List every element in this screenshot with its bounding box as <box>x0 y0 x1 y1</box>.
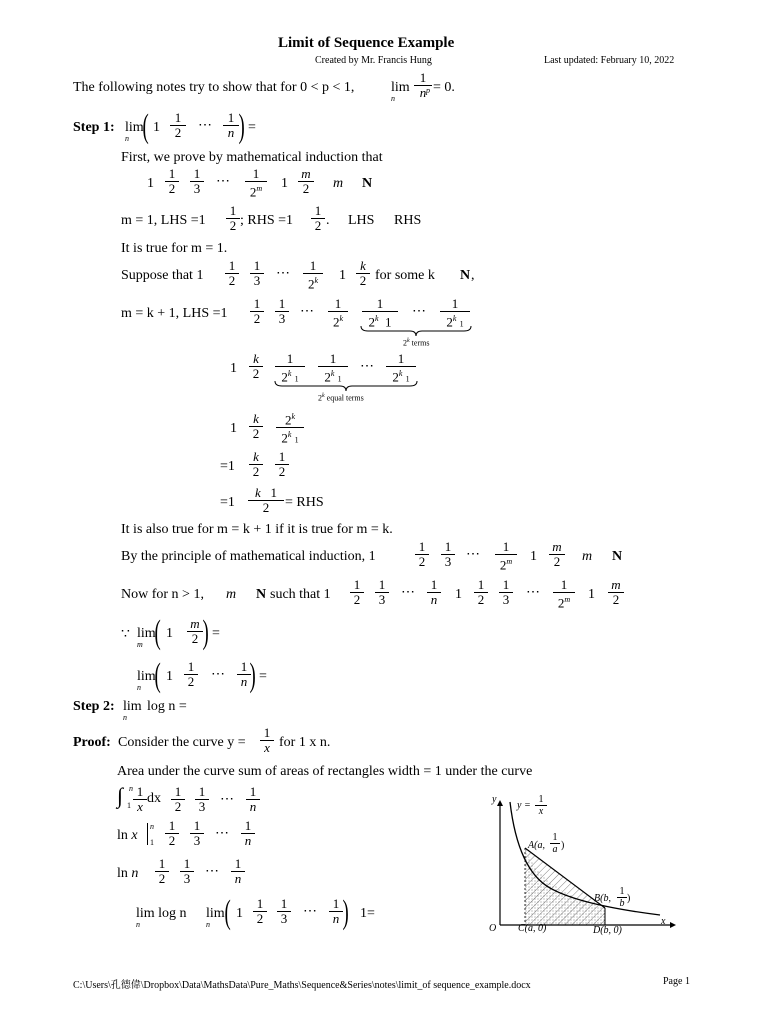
step1-lim: lim <box>125 120 144 135</box>
l2-dots: ⋯ <box>360 359 374 374</box>
final-f3: $\frac{1}{n}$ <box>329 897 343 926</box>
base-rhs: RHS <box>394 213 422 228</box>
integral-sign: ∫ <box>117 783 124 808</box>
int-dx: dx <box>147 791 161 806</box>
k1-f3: $\frac{1}{2^k}$ <box>328 297 348 329</box>
l4-f1: $\frac{k}{2}$ <box>249 450 263 479</box>
now-f3: $\frac{1}{n}$ <box>427 578 441 607</box>
l5-frac: $\frac{k 1}{2}$ <box>248 486 284 515</box>
point-b-frac: $\frac{1}{b}$ <box>617 886 627 909</box>
pr-f2: $\frac{1}{3}$ <box>441 540 455 569</box>
point-a-frac: $\frac{1}{a}$ <box>550 832 560 855</box>
paren-close: ) <box>238 108 245 145</box>
k1-f4: $\frac{1}{2^k 1}$ <box>362 297 398 329</box>
step1-dots: ⋯ <box>198 118 212 133</box>
intro-text: The following notes try to show that for 0 < p < 1, <box>73 80 355 95</box>
now-g4: $\frac{m}{2}$ <box>608 578 624 607</box>
int-dots: ⋯ <box>220 792 234 807</box>
because-lim: lim <box>137 626 156 641</box>
step1-lim-sub: n <box>125 134 129 143</box>
final-paren-close: ) <box>342 894 349 931</box>
k1-brace-label: 2$^k$ terms <box>403 338 430 348</box>
final-f2: $\frac{1}{3}$ <box>277 897 291 926</box>
step1-half: $\frac{1}{2}$ <box>170 111 186 140</box>
final-lim2: lim <box>206 906 225 921</box>
suppose-tail: for some k <box>375 268 435 283</box>
eval-bar <box>147 823 148 845</box>
l2-f2: $\frac{1}{2^k 1}$ <box>275 352 305 386</box>
lnn-f3: $\frac{1}{n}$ <box>231 857 245 886</box>
now-m: m <box>226 587 237 602</box>
pr-f3: $\frac{1}{2^m}$ <box>495 540 517 572</box>
lnx-f1: $\frac{1}{2}$ <box>165 819 179 848</box>
pr-f1: $\frac{1}{2}$ <box>415 540 429 569</box>
last-updated: Last updated: February 10, 2022 <box>544 55 675 66</box>
l3-one: 1 <box>230 421 237 436</box>
claim-dots: ⋯ <box>216 174 230 189</box>
k1-f2: $\frac{1}{3}$ <box>275 297 289 326</box>
claim-one: 1 <box>147 176 154 191</box>
base-mid: ; RHS =1 <box>240 213 294 228</box>
suppose-f1: $\frac{1}{2}$ <box>225 259 239 288</box>
conclude-f1: $\frac{1}{2}$ <box>184 660 198 689</box>
base-true: It is true for m = 1. <box>121 241 228 256</box>
step1-eq: = <box>248 120 256 135</box>
claim-set: N <box>362 176 373 191</box>
suppose-f3: $\frac{1}{2^k}$ <box>303 259 323 291</box>
area-text: Area under the curve sum of areas of rectangles width = 1 under the curve <box>117 764 533 779</box>
int-upper: n <box>129 784 133 793</box>
paren-open: ( <box>142 108 149 145</box>
suppose-one: 1 <box>339 268 346 283</box>
point-a-close: ) <box>561 840 565 851</box>
suppose-dots: ⋯ <box>276 266 290 281</box>
step2-expr: log n = <box>147 699 187 714</box>
l5-prefix: =1 <box>220 495 235 510</box>
now-g3: $\frac{1}{2^m}$ <box>553 578 575 610</box>
k1-f1: $\frac{1}{2}$ <box>250 297 264 326</box>
conclude-f2: $\frac{1}{n}$ <box>237 660 251 689</box>
because-sym: ∵ <box>121 627 130 642</box>
conclude-paren-close: ) <box>249 657 256 694</box>
now-f2: $\frac{1}{3}$ <box>375 578 389 607</box>
graph-x-label: x <box>661 916 666 927</box>
conclude-sub: n <box>137 683 141 692</box>
intro-lim-sub: n <box>391 94 395 103</box>
l2-brace-label: 2$^k$ equal terms <box>318 393 364 403</box>
intro-exp: p <box>426 86 430 95</box>
point-b-label: B(b, <box>594 893 611 904</box>
suppose-f2: $\frac{1}{3}$ <box>250 259 264 288</box>
suppose-comma: , <box>471 268 475 283</box>
int-lower: 1 <box>127 801 131 810</box>
step1-label: Step 1: <box>73 120 115 135</box>
now-such: such that 1 <box>270 587 331 602</box>
base-f: $\frac{1}{2}$ <box>226 204 240 233</box>
now-g1: $\frac{1}{2}$ <box>474 578 488 607</box>
principle-prefix: By the principle of mathematical induction, 1 <box>121 549 376 564</box>
proof-curve: $\frac{1}{x}$ <box>260 726 274 755</box>
intro-frac: $\frac{1}{n}$ <box>414 71 432 100</box>
final-one: 1 <box>236 906 243 921</box>
lnn-f1: $\frac{1}{2}$ <box>155 857 169 886</box>
document-title: Limit of Sequence Example <box>278 35 455 51</box>
footer-path: C:\Users\孔德偉\Dropbox\Data\MathsData\Pure_Maths\Sequence&Series\notes\limit_of sequence_example.docx <box>73 980 531 991</box>
lnx-upper: n <box>150 822 154 831</box>
lnx: ln x <box>117 828 138 843</box>
pr-one: 1 <box>530 549 537 564</box>
step1-last: $\frac{1}{n}$ <box>223 111 239 140</box>
proof-text: Consider the curve y = <box>118 735 246 750</box>
k1-f5: $\frac{1}{2^k 1}$ <box>440 297 470 331</box>
l3-f2: $\frac{2^k}{2^k 1}$ <box>276 410 304 448</box>
because-paren-close: ) <box>202 614 209 651</box>
final-dots: ⋯ <box>303 904 317 919</box>
pr-m: m <box>582 549 593 564</box>
k1-underbrace <box>360 325 472 337</box>
l2-underbrace <box>274 380 418 392</box>
l4-prefix: =1 <box>220 459 235 474</box>
int-f: $\frac{1}{x}$ <box>133 785 147 814</box>
induction-intro: First, we prove by mathematical induction that <box>121 150 383 165</box>
intro-lim: lim <box>391 80 410 95</box>
l2-f4: $\frac{1}{2^k 1}$ <box>386 352 416 386</box>
intro-result: = 0. <box>433 80 455 95</box>
final-f1: $\frac{1}{2}$ <box>253 897 267 926</box>
now-set: N <box>256 587 267 602</box>
final-lim: lim log n <box>136 906 187 921</box>
because-eq: = <box>212 626 220 641</box>
k1-dots: ⋯ <box>300 304 314 319</box>
conclude-paren-open: ( <box>154 657 161 694</box>
now-prefix: Now for n > 1, <box>121 587 204 602</box>
step2-lim: lim <box>123 699 142 714</box>
step1-one: 1 <box>153 120 160 135</box>
final-paren-open: ( <box>224 894 231 931</box>
suppose-set: N <box>460 268 471 283</box>
graph-curve-label: y = <box>517 800 531 811</box>
l5-tail: = RHS <box>285 495 324 510</box>
step2-sub: n <box>123 713 127 722</box>
suppose-f4: $\frac{k}{2}$ <box>356 259 370 288</box>
final-sub2: n <box>206 920 210 929</box>
now-dots: ⋯ <box>401 585 415 600</box>
lnn-f2: $\frac{1}{3}$ <box>180 857 194 886</box>
now-one: 1 <box>455 587 462 602</box>
int-f3: $\frac{1}{n}$ <box>246 785 260 814</box>
proof-tail: for 1 x n. <box>279 735 331 750</box>
base-prefix: m = 1, LHS =1 <box>121 213 206 228</box>
claim-f3: $\frac{1}{2^m}$ <box>245 167 267 199</box>
lnn: ln n <box>117 866 139 881</box>
l2-f1: $\frac{k}{2}$ <box>249 352 263 381</box>
lnx-lower: 1 <box>150 838 154 847</box>
lnx-f2: $\frac{1}{3}$ <box>190 819 204 848</box>
because-paren-open: ( <box>154 614 161 651</box>
k1-prefix: m = k + 1, LHS =1 <box>121 306 228 321</box>
point-b-close: ) <box>627 893 631 904</box>
conclude-eq: = <box>259 669 267 684</box>
l3-f1: $\frac{k}{2}$ <box>249 412 263 441</box>
lnx-f3: $\frac{1}{n}$ <box>241 819 255 848</box>
point-a-label: A(a, <box>528 840 545 851</box>
claim-m: m <box>333 176 344 191</box>
suppose-prefix: Suppose that 1 <box>121 268 204 283</box>
final-sub: n <box>136 920 140 929</box>
curve-graph <box>480 790 680 940</box>
pr-f4: $\frac{m}{2}$ <box>549 540 565 569</box>
now-g2: $\frac{1}{3}$ <box>499 578 513 607</box>
l2-f3: $\frac{1}{2^k 1}$ <box>318 352 348 386</box>
proof-label: Proof: <box>73 735 111 750</box>
base-lhs: LHS <box>348 213 375 228</box>
conclude-dots: ⋯ <box>211 667 225 682</box>
author-line: Created by Mr. Francis Hung <box>315 55 432 66</box>
claim-f2: $\frac{1}{3}$ <box>190 167 204 196</box>
graph-y-label: y <box>492 794 497 805</box>
int-f2: $\frac{1}{3}$ <box>195 785 209 814</box>
hatched-region <box>525 848 605 925</box>
lnn-dots: ⋯ <box>205 864 219 879</box>
pr-dots: ⋯ <box>466 547 480 562</box>
final-tail: 1= <box>360 906 375 921</box>
int-f1: $\frac{1}{2}$ <box>171 785 185 814</box>
base-tail: . <box>326 213 330 228</box>
point-c-label: C(a, 0) <box>518 923 547 934</box>
footer-page: Page 1 <box>663 976 690 987</box>
now-one2: 1 <box>588 587 595 602</box>
step2-label: Step 2: <box>73 699 115 714</box>
l2-one: 1 <box>230 361 237 376</box>
lnx-dots: ⋯ <box>215 826 229 841</box>
now-dots2: ⋯ <box>526 585 540 600</box>
conclude-one: 1 <box>166 669 173 684</box>
base-g: $\frac{1}{2}$ <box>311 204 325 233</box>
k1-dots2: ⋯ <box>412 304 426 319</box>
because-sub: m <box>137 640 143 649</box>
now-f1: $\frac{1}{2}$ <box>350 578 364 607</box>
also-true: It is also true for m = k + 1 if it is true for m = k. <box>121 522 393 537</box>
claim-rhs1: 1 <box>281 176 288 191</box>
l4-f2: $\frac{1}{2}$ <box>275 450 289 479</box>
pr-set: N <box>612 549 623 564</box>
point-d-label: D(b, 0) <box>593 925 622 936</box>
because-one: 1 <box>166 626 173 641</box>
claim-f1: $\frac{1}{2}$ <box>165 167 179 196</box>
claim-f4: $\frac{m}{2}$ <box>298 167 314 196</box>
conclude-lim: lim <box>137 669 156 684</box>
origin-label: O <box>489 923 497 934</box>
because-f: $\frac{m}{2}$ <box>187 617 203 646</box>
graph-curve-frac: $\frac{1}{x}$ <box>535 794 547 817</box>
